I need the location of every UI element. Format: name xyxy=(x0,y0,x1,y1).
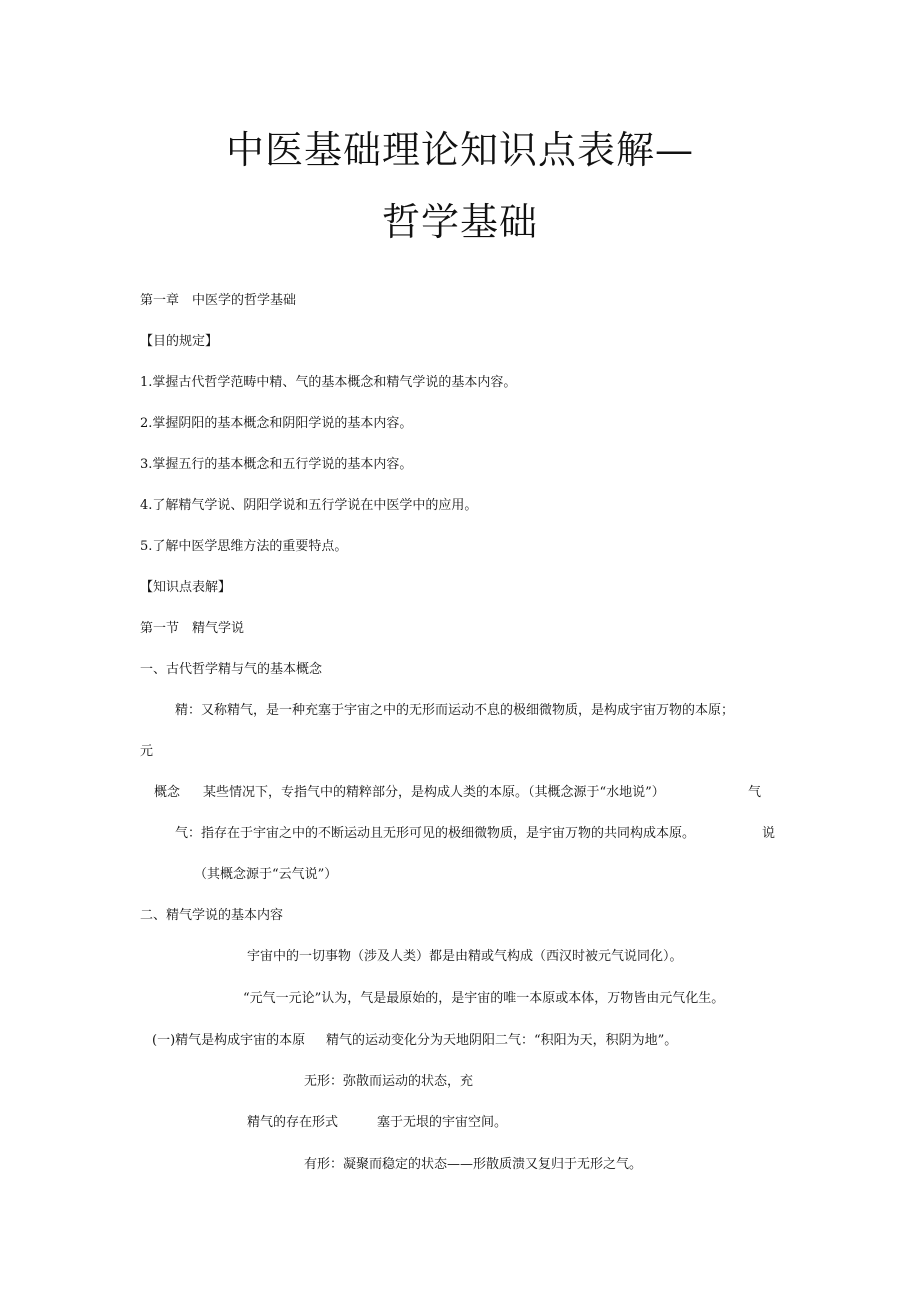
objective-item-5: 5.了解中医学思维方法的重要特点。 xyxy=(140,539,348,554)
jing-continuation: 某些情况下，专指气中的精粹部分，是构成人类的本原。（其概念源于“水地说”） xyxy=(203,785,665,800)
existence-form-label: 精气的存在形式 xyxy=(247,1115,339,1130)
subsection-label-1: (一)精气是构成宇宙的本原 xyxy=(152,1033,306,1048)
objective-item-1: 1.掌握古代哲学范畴中精、气的基本概念和精气学说的基本内容。 xyxy=(140,375,517,390)
content-line-1: 宇宙中的一切事物（涉及人类）都是由精或气构成（西汉时被元气说同化）。 xyxy=(247,949,683,964)
qi-definition: 气：指存在于宇宙之中的不断运动且无形可见的极细微物质，是宇宙万物的共同构成本原。 xyxy=(175,826,696,841)
objective-item-3: 3.掌握五行的基本概念和五行学说的基本内容。 xyxy=(140,457,413,472)
side-label-shuo: 说 xyxy=(762,826,776,841)
concept-label: 概念 xyxy=(154,785,181,800)
existence-form-text: 塞于无垠的宇宙空间。 xyxy=(377,1115,508,1130)
document-title-line1: 中医基础理论知识点表解— xyxy=(225,128,694,172)
objective-item-4: 4.了解精气学说、阴阳学说和五行学说在中医学中的应用。 xyxy=(140,498,478,513)
part1-heading: 一、古代哲学精与气的基本概念 xyxy=(140,662,323,677)
side-label-yuan: 元 xyxy=(140,744,154,759)
section-title: 第一节 精气学说 xyxy=(140,621,245,636)
objectives-heading: 【目的规定】 xyxy=(140,334,219,349)
form-youxing: 有形：凝聚而稳定的状态——形散质溃又复归于无形之气。 xyxy=(304,1157,643,1172)
side-label-qi: 气 xyxy=(748,785,762,800)
knowledge-heading: 【知识点表解】 xyxy=(140,580,232,595)
form-wuxing: 无形：弥散而运动的状态，充 xyxy=(304,1074,474,1089)
jing-definition: 精：又称精气，是一种充塞于宇宙之中的无形而运动不息的极细微物质，是构成宇宙万物的本原； xyxy=(175,703,735,718)
objective-item-2: 2.掌握阴阳的基本概念和阴阳学说的基本内容。 xyxy=(140,416,413,431)
qi-source: （其概念源于“云气说”） xyxy=(194,867,338,882)
part2-heading: 二、精气学说的基本内容 xyxy=(140,908,284,923)
chapter-heading: 第一章 中医学的哲学基础 xyxy=(140,293,297,308)
document-title-line2: 哲学基础 xyxy=(381,200,538,244)
content-line-3: 精气的运动变化分为天地阴阳二气：“积阳为天，积阴为地”。 xyxy=(326,1033,678,1048)
content-line-2: “元气一元论”认为，气是最原始的，是宇宙的唯一本原或本体，万物皆由元气化生。 xyxy=(243,991,725,1006)
